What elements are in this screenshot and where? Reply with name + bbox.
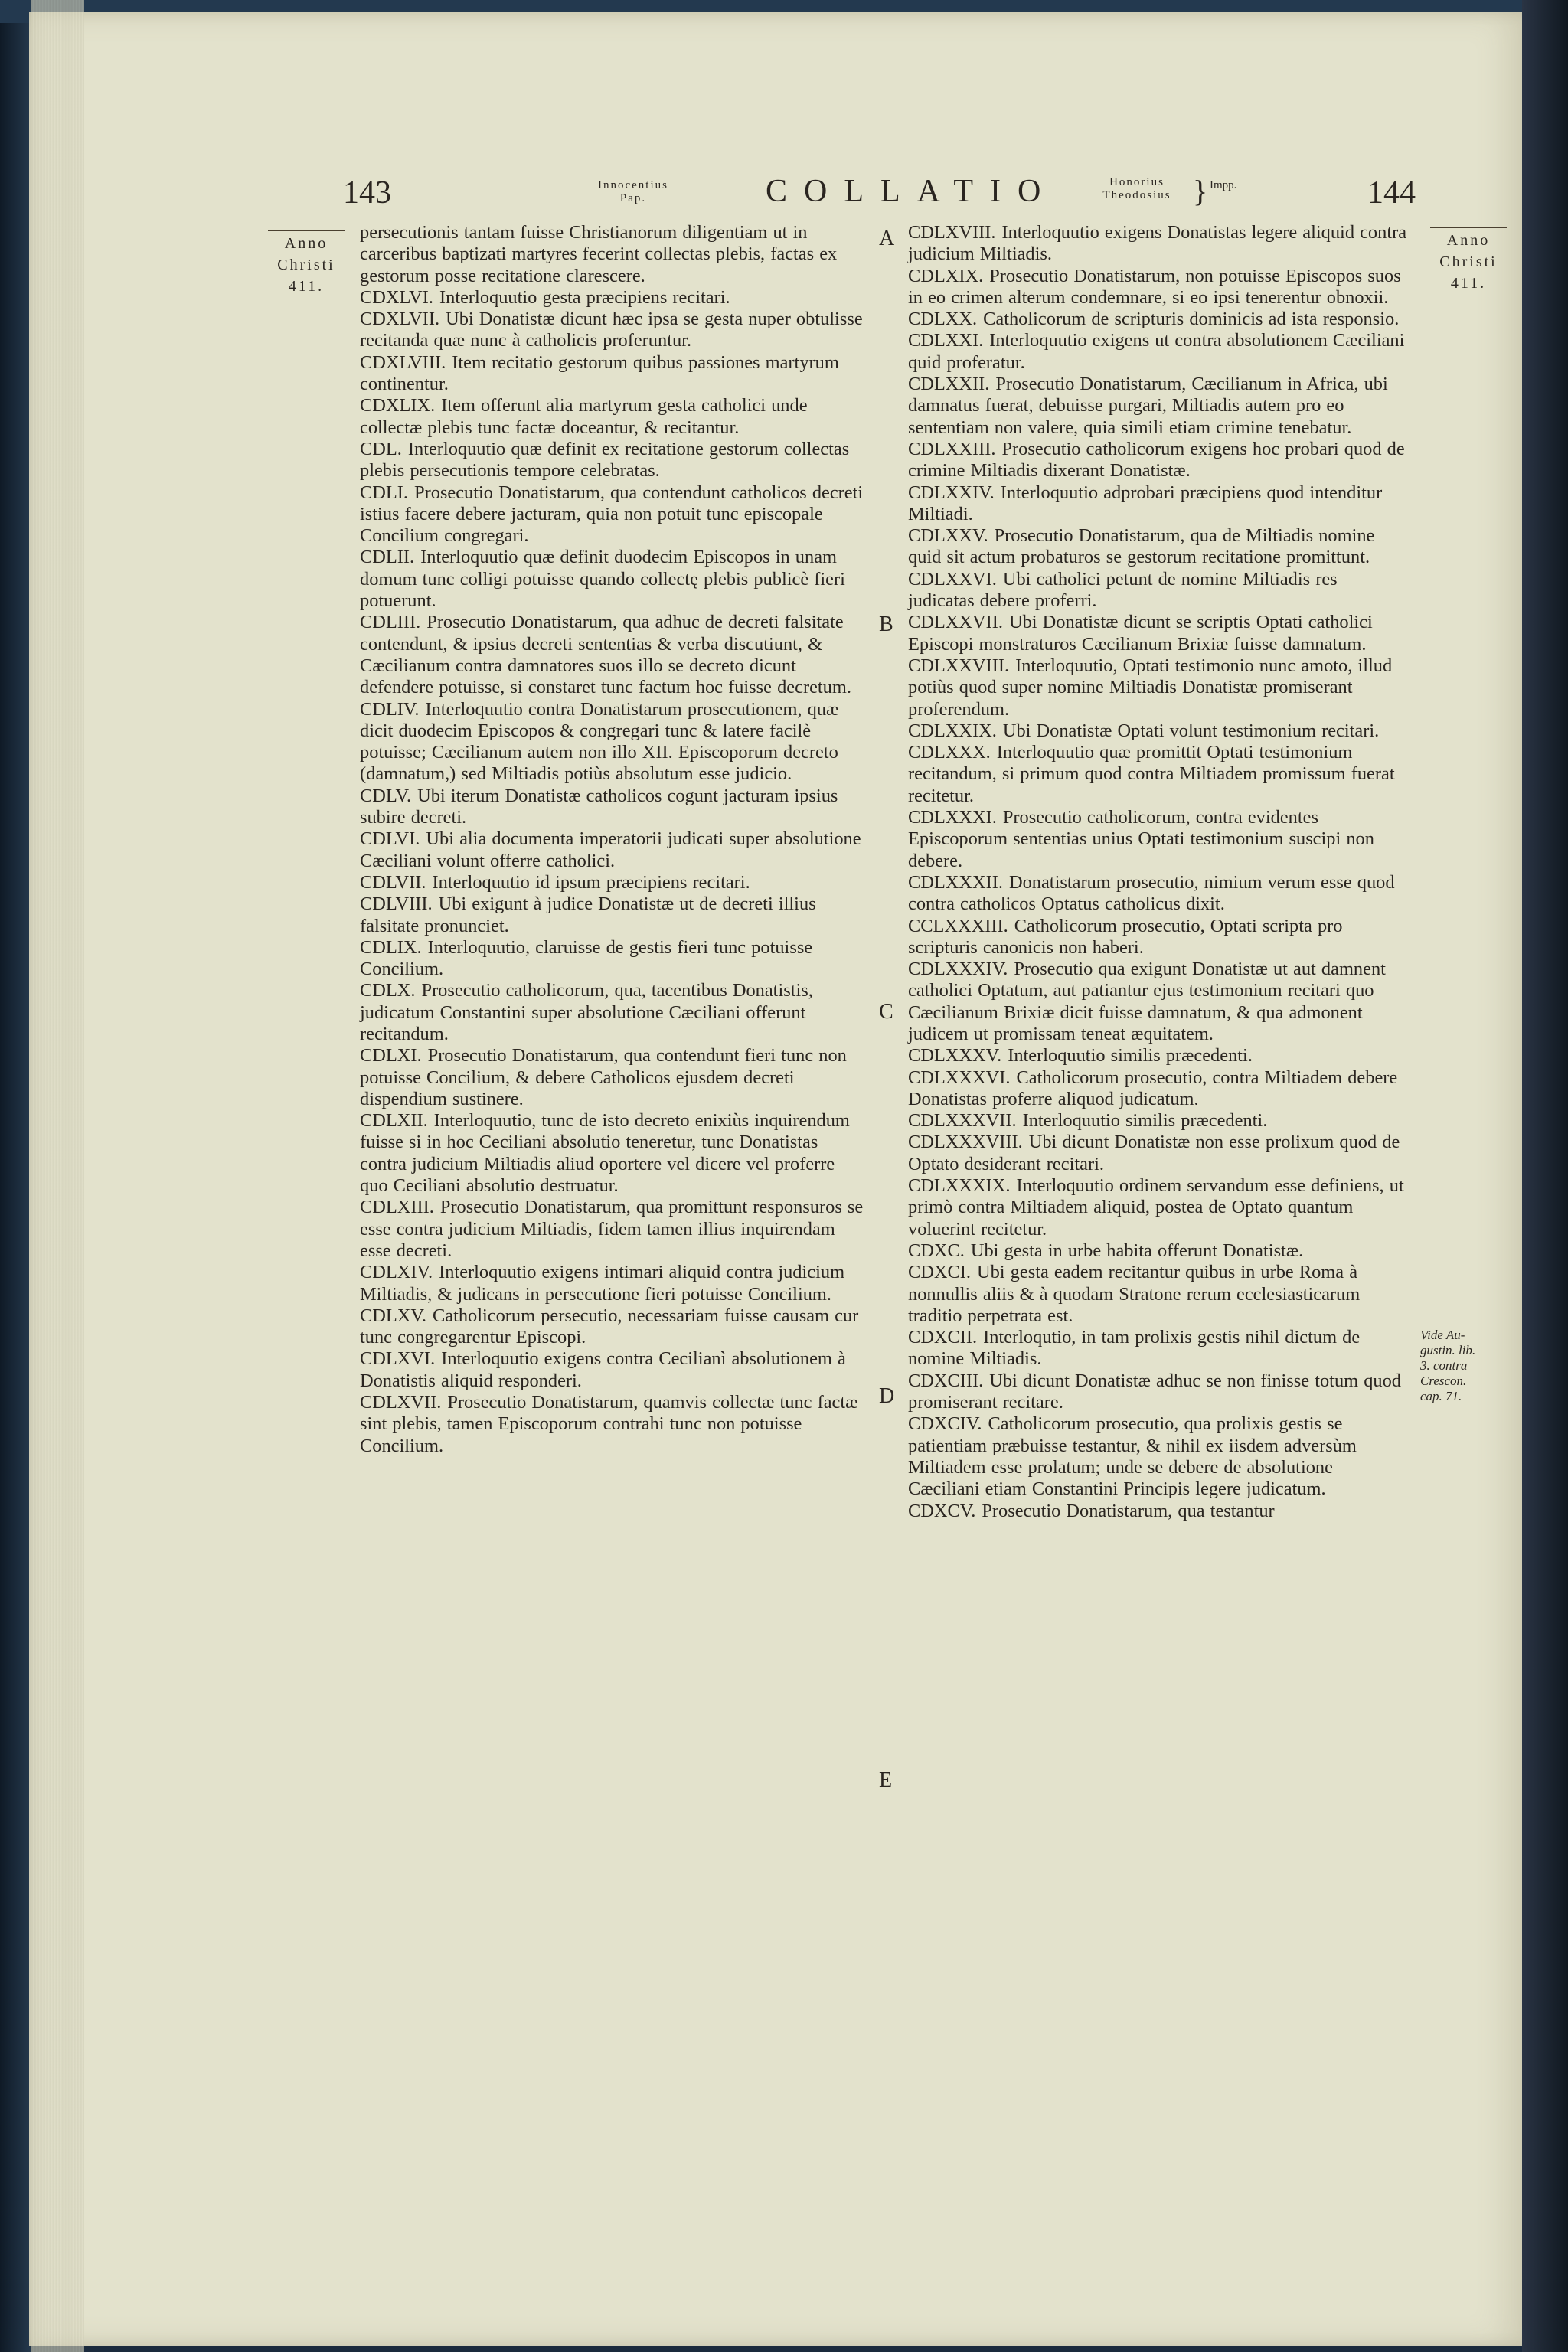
running-header — [0, 168, 1568, 214]
summary-entry — [360, 786, 865, 829]
entry-text: Prosecutio Donatistarum, qua de Miltiadis nomine quid sit actum probaturos se gestorum recitatione promittunt. — [908, 525, 1375, 568]
entry-number: CDLXXIV. — [908, 482, 995, 503]
entry-text: Ubi exigunt à judice Donatistæ ut de decreti illius falsitate pronunciet. — [360, 893, 816, 936]
entry-text: Prosecutio catholicorum exigens hoc probari quod de crimine Miltiadis dixerant Donatistæ. — [908, 438, 1405, 482]
entry-text: Ubi dicunt Donatistæ adhuc se non finisse totum quod promiserant recitare. — [908, 1370, 1402, 1413]
entry-text: Prosecutio catholicorum, contra evidentes Episcoporum sententias unius Optati testimonium suscipi non debere. — [908, 807, 1374, 871]
entry-text: Ubi alia documenta imperatorii judicati super absolutione Cæciliani volunt offerre catholici. — [360, 828, 861, 871]
summary-entry — [360, 1110, 865, 1197]
summary-entry — [908, 916, 1407, 959]
page-gutter — [31, 0, 84, 2352]
summary-entry — [360, 482, 865, 547]
entry-number: CDLXXXIV. — [908, 959, 1008, 980]
entry-number: CDXCII. — [908, 1327, 978, 1348]
entry-text: Interloquutio quæ definit duodecim Episcopos in unam domum tunc colligi potuisse quando collectę plebis publicè fieri potuerunt. — [360, 547, 845, 612]
running-title: COLLATIO — [766, 174, 1058, 209]
entry-text: Catholicorum prosecutio, Optati scripta pro scripturis canonicis non haberi. — [908, 915, 1343, 958]
summary-entry — [360, 1305, 865, 1349]
summary-entry — [360, 1348, 865, 1392]
entry-text: Prosecutio Donatistarum, Cæcilianum in Africa, ubi damnatus fuerat, debuisse purgari, Miltiadis autem pro eo sententiam non valere, quia simili etiam crimine tenebatur. — [908, 374, 1388, 438]
entry-number: CDLII. — [360, 547, 415, 568]
summary-entry — [908, 872, 1407, 916]
entry-text: Interloquutio quæ promittit Optati testimonium recitandum, si primum quod contra Miltiadem promissum fuerat recitetur. — [908, 742, 1395, 806]
summary-entry — [908, 1132, 1407, 1175]
entry-number: CDXCI. — [908, 1262, 971, 1283]
section-letter-e: E — [879, 1769, 893, 1792]
entry-text: Interloqutio, in tam prolixis gestis nihil dictum de nomine Miltiadis. — [908, 1327, 1361, 1370]
summary-entry — [908, 266, 1407, 309]
entry-text: Interloquutio contra Donatistarum prosecutionem, quæ dicit duodecim Episcopos & congregari tunc & latere facilè potuisse; Cæcilianum autem non illo XII. Episcoporum decreto (damnatum,) sed Miltiadis potiùs absolutum esse judicio. — [360, 698, 839, 785]
scan-right-edge — [1522, 0, 1568, 2352]
page-number-right: 144 — [1367, 175, 1416, 211]
entry-number: CDLXXX. — [908, 742, 991, 763]
entry-text: Ubi iterum Donatistæ catholicos cogunt jacturam ipsius subire decreti. — [360, 785, 838, 828]
entry-text: Prosecutio catholicorum, qua, tacentibus Donatistis, judicatum Constantini super absolutione Cæciliani offerunt recitandum. — [360, 980, 813, 1044]
entry-text: Ubi Donatistæ Optati volunt testimonium recitari. — [1002, 720, 1380, 741]
entry-number: CDLXVIII. — [908, 222, 996, 243]
running-head-left: Innocentius Pap. — [598, 179, 668, 204]
entry-number: CDLXVI. — [360, 1348, 436, 1370]
entry-number: CDLXIX. — [908, 265, 984, 286]
summary-entry — [908, 1067, 1407, 1111]
entry-number: CDLXXIX. — [908, 720, 997, 741]
entry-number: CDLXXI. — [908, 330, 984, 351]
entry-number: CDL. — [360, 438, 402, 459]
section-letter-c: C — [879, 1000, 893, 1024]
entry-number: CDLXXXV. — [908, 1045, 1002, 1067]
summary-entry — [908, 1175, 1407, 1240]
entry-text: Interloquutio, Optati testimonio nunc amoto, illud potiùs quod super nomine Miltiadis Donatistæ promiserant proferendum. — [908, 655, 1393, 720]
entry-text: Prosecutio Donatistarum, non potuisse Episcopos suos in eo crimen alterum condemnare, si eo ipsi tenerentur obnoxii. — [908, 265, 1401, 308]
entry-number: CDXCIII. — [908, 1370, 984, 1391]
summary-entry — [908, 374, 1407, 439]
entry-number: CDLVIII. — [360, 893, 433, 915]
summary-entry — [360, 352, 865, 396]
entry-number: CDLVII. — [360, 871, 426, 893]
entry-number: CDLXIII. — [360, 1197, 434, 1218]
summary-entry — [908, 807, 1407, 872]
entry-number: CDLXVII. — [360, 1392, 442, 1413]
entry-text: Interloquutio id ipsum præcipiens recitari. — [432, 871, 750, 893]
entry-number: CDLIV. — [360, 698, 420, 720]
right-column — [908, 222, 1407, 1522]
margin-side-note: Vide Au- gustin. lib. 3. contra Crescon. cap. 71. — [1420, 1328, 1476, 1403]
entry-number: CDLXXXI. — [908, 807, 997, 828]
summary-entry — [908, 1501, 1407, 1522]
entry-text: Prosecutio Donatistarum, qua adhuc de decreti falsitate contendunt, & ipsius decreti sententias & verba discutiunt, & Cæcilianum contra damnatores suos illo se decreto dicunt defendere potuisse, si constaret tunc factum hoc fuisse decretum. — [360, 612, 851, 698]
running-head-suffix: Impp. — [1210, 179, 1237, 191]
entry-number: CDLXXII. — [908, 374, 990, 395]
entry-number: CDLXXXIX. — [908, 1175, 1011, 1197]
brace-mark: } — [1193, 174, 1208, 208]
entry-number: CDLXXV. — [908, 525, 988, 547]
summary-entry — [908, 742, 1407, 807]
summary-entry — [360, 1392, 865, 1457]
entry-text: Prosecutio Donatistarum, qua contendunt catholicos decreti istius facere debere jacturam, quia non potuit tunc episcopale Concilium congregari. — [360, 482, 864, 547]
entry-text: Item recitatio gestorum quibus passiones martyrum continentur. — [360, 351, 839, 395]
entry-text: Ubi Donatistæ dicunt hæc ipsa se gesta nuper obtulisse recitanda quæ nunc à catholicis proferuntur. — [360, 309, 863, 351]
entry-number: CDXLVII. — [360, 309, 440, 330]
summary-entry — [360, 893, 865, 937]
summary-entry — [360, 828, 865, 872]
entry-text: Interloquutio adprobari præcipiens quod intenditur Miltiadi. — [908, 482, 1383, 524]
entry-text: Interloquutio, claruisse de gestis fieri tunc potuisse Concilium. — [360, 936, 813, 980]
entry-number: CDLXXXVIII. — [908, 1132, 1023, 1153]
section-letter-d: D — [879, 1384, 895, 1408]
entry-number: CDXLVI. — [360, 286, 433, 308]
entry-text: Prosecutio Donatistarum, qua testantur — [982, 1500, 1275, 1521]
entry-number: CDLX. — [360, 980, 416, 1001]
summary-entry — [908, 439, 1407, 482]
entry-text: Catholicorum persecutio, necessariam fuisse causam cur tunc congregarentur Episcopi. — [360, 1305, 859, 1348]
summary-entry — [360, 980, 865, 1045]
summary-entry — [360, 872, 865, 893]
summary-entry — [360, 547, 865, 612]
entry-number: CDLIX. — [360, 936, 422, 958]
summary-entry — [908, 959, 1407, 1045]
entry-text: Catholicorum prosecutio, contra Miltiadem debere Donatistas proferre aliquod judicatum. — [908, 1067, 1398, 1109]
entry-text: Catholicorum de scripturis dominicis ad ista responsio. — [983, 309, 1400, 330]
entry-text: Interloquutio exigens Donatistas legere aliquid contra judicium Miltiadis. — [908, 222, 1407, 265]
entry-number: CDLXXXVI. — [908, 1067, 1011, 1088]
summary-entry — [908, 612, 1407, 655]
entry-text: Interloquutio quæ definit ex recitatione gestorum collectas plebis persecutionis tempore celebratas. — [360, 438, 850, 482]
entry-number: CDLXXIII. — [908, 438, 996, 459]
entry-text: Ubi catholici petunt de nomine Miltiadis res judicatas debere proferri. — [908, 568, 1338, 612]
summary-entry — [360, 612, 865, 698]
entry-text: Item offerunt alia martyrum gesta catholici unde collectæ plebis tunc factæ doceantur, & recitantur. — [360, 395, 808, 438]
entry-number: CDLVI. — [360, 828, 420, 850]
summary-entry — [360, 309, 865, 352]
summary-entry — [908, 1262, 1407, 1327]
summary-entry — [908, 569, 1407, 612]
summary-entry — [908, 720, 1407, 742]
entry-number: CDLXV. — [360, 1305, 426, 1326]
summary-entry — [908, 525, 1407, 569]
section-letter-b: B — [879, 612, 893, 636]
entry-number: CDLV. — [360, 785, 412, 806]
page-number-left: 143 — [343, 175, 391, 211]
summary-entry — [908, 482, 1407, 526]
summary-entry — [360, 1197, 865, 1262]
entry-text: Ubi dicunt Donatistæ non esse prolixum quod de Optato desiderant recitari. — [908, 1132, 1400, 1174]
summary-entry — [908, 1370, 1407, 1414]
summary-entry — [360, 1045, 865, 1110]
section-letter-a: A — [879, 227, 895, 250]
entry-text: Prosecutio qua exigunt Donatistæ ut aut damnent catholici Optatum, aut patiantur ejus testimonium recitari quo Cæcilianum Brixiæ dicit fuisse damnatum, & qua admonent judicem ut promissam teneat æquitatem. — [908, 959, 1386, 1044]
entry-number: CCLXXXIII. — [908, 915, 1008, 936]
entry-text: Interloquutio exigens ut contra absolutionem Cæciliani quid proferatur. — [908, 330, 1405, 373]
entry-number: CDLXX. — [908, 309, 978, 330]
entry-text: Ubi gesta in urbe habita offerunt Donatistæ. — [970, 1240, 1304, 1261]
entry-text: Interloquutio exigens intimari aliquid contra judicium Miltiadis, & judicans in persecutione fieri potuisse Concilium. — [360, 1262, 845, 1305]
entry-number: CDXLVIII. — [360, 351, 446, 373]
summary-entry — [908, 1240, 1407, 1262]
summary-entry — [908, 1327, 1407, 1370]
entry-number: CDLXII. — [360, 1110, 428, 1132]
entry-text: Prosecutio Donatistarum, quamvis collectæ tunc factæ sint plebis, tamen Episcoporum contrahi tunc non potuisse Concilium. — [360, 1392, 858, 1456]
summary-entry — [908, 222, 1407, 266]
running-head-right: Honorius Theodosius — [1102, 176, 1171, 201]
entry-text: Prosecutio Donatistarum, qua promittunt responsuros se esse contra judicium Miltiadis, fidem tamen illius inquirendam esse decreti. — [360, 1197, 864, 1261]
entry-number: CDLXIV. — [360, 1262, 433, 1283]
entry-text: Catholicorum prosecutio, qua prolixis gestis se patientiam præbuisse testantur, & nihil ex iisdem adversùm Miltiadem esse prolatum; unde se debere de absolutione Cæciliani etiam Constantini Principis legere judicatum. — [908, 1413, 1357, 1500]
summary-entry — [360, 287, 865, 309]
entry-number: CDLXXXII. — [908, 871, 1003, 893]
left-column — [360, 222, 865, 1457]
summary-entry — [908, 330, 1407, 374]
margin-year-left: Anno Christi 411. — [260, 230, 352, 297]
entry-number: CDLXXVI. — [908, 568, 997, 590]
summary-entry — [360, 937, 865, 981]
summary-entry — [908, 1045, 1407, 1067]
summary-entry — [360, 699, 865, 786]
entry-number: CDLI. — [360, 482, 409, 503]
entry-number: CDLXXVIII. — [908, 655, 1010, 676]
summary-entry — [908, 1413, 1407, 1500]
entry-number: CDXCIV. — [908, 1413, 982, 1435]
entry-text: Ubi gesta eadem recitantur quibus in urbe Roma à nonnullis aliis & à quodam Stratone rerum ecclesiasticarum traditio perpetrata est. — [908, 1262, 1361, 1326]
entry-number: CDLXXXVII. — [908, 1110, 1017, 1132]
entry-number: CDLXI. — [360, 1045, 422, 1067]
summary-entry — [360, 395, 865, 439]
entry-text: Interloquutio, tunc de isto decreto enixiùs inquirendum fuisse si in hoc Ceciliani absolutio teneretur, tunc Donatistas contra judicium Miltiadis aliud oportere vel dicere vel proferre quo Ceciliani absolutio destruatur. — [360, 1110, 850, 1197]
entry-text: persecutionis tantam fuisse Christianorum diligentiam ut in carceribus baptizati martyres fecerint collectas plebis, factas ex gestorum posse recitatione clarescere. — [360, 222, 838, 286]
scan-left-edge — [0, 0, 31, 2352]
summary-entry — [908, 1110, 1407, 1132]
entry-text: Interloquutio gesta præcipiens recitari. — [439, 286, 730, 308]
entry-text: Interloquutio similis præcedenti. — [1022, 1110, 1268, 1132]
summary-entry — [908, 309, 1407, 330]
entry-number: CDXC. — [908, 1240, 965, 1261]
entry-text: Interloquutio ordinem servandum esse definiens, ut primò contra Miltiadem aliquid, postea de Optato quantum voluerint recitetur. — [908, 1175, 1404, 1240]
margin-year-right: Anno Christi 411. — [1423, 227, 1514, 294]
entry-text: Interloquutio similis præcedenti. — [1008, 1045, 1253, 1067]
entry-number: CDLIII. — [360, 612, 421, 633]
entry-text: Ubi Donatistæ dicunt se scriptis Optati catholici Episcopi monstraturos Cæcilianum Brixiæ fuisse damnatum. — [908, 612, 1373, 655]
entry-text: Interloquutio exigens contra Cecilianì absolutionem à Donatistis aliquid responderi. — [360, 1348, 846, 1391]
entry-number: CDLXXVII. — [908, 612, 1003, 633]
summary-entry — [360, 222, 865, 287]
entry-text: Prosecutio Donatistarum, qua contendunt fieri tunc non potuisse Concilium, & debere Catholicos ejusdem decreti dispendium sustinere. — [360, 1045, 847, 1109]
entry-number: CDXLIX. — [360, 395, 436, 416]
entry-text: Donatistarum prosecutio, nimium verum esse quod contra catholicos Optatus catholicus dixit. — [908, 871, 1395, 915]
summary-entry — [360, 1262, 865, 1305]
entry-number: CDXCV. — [908, 1500, 976, 1521]
summary-entry — [908, 655, 1407, 720]
summary-entry — [360, 439, 865, 482]
